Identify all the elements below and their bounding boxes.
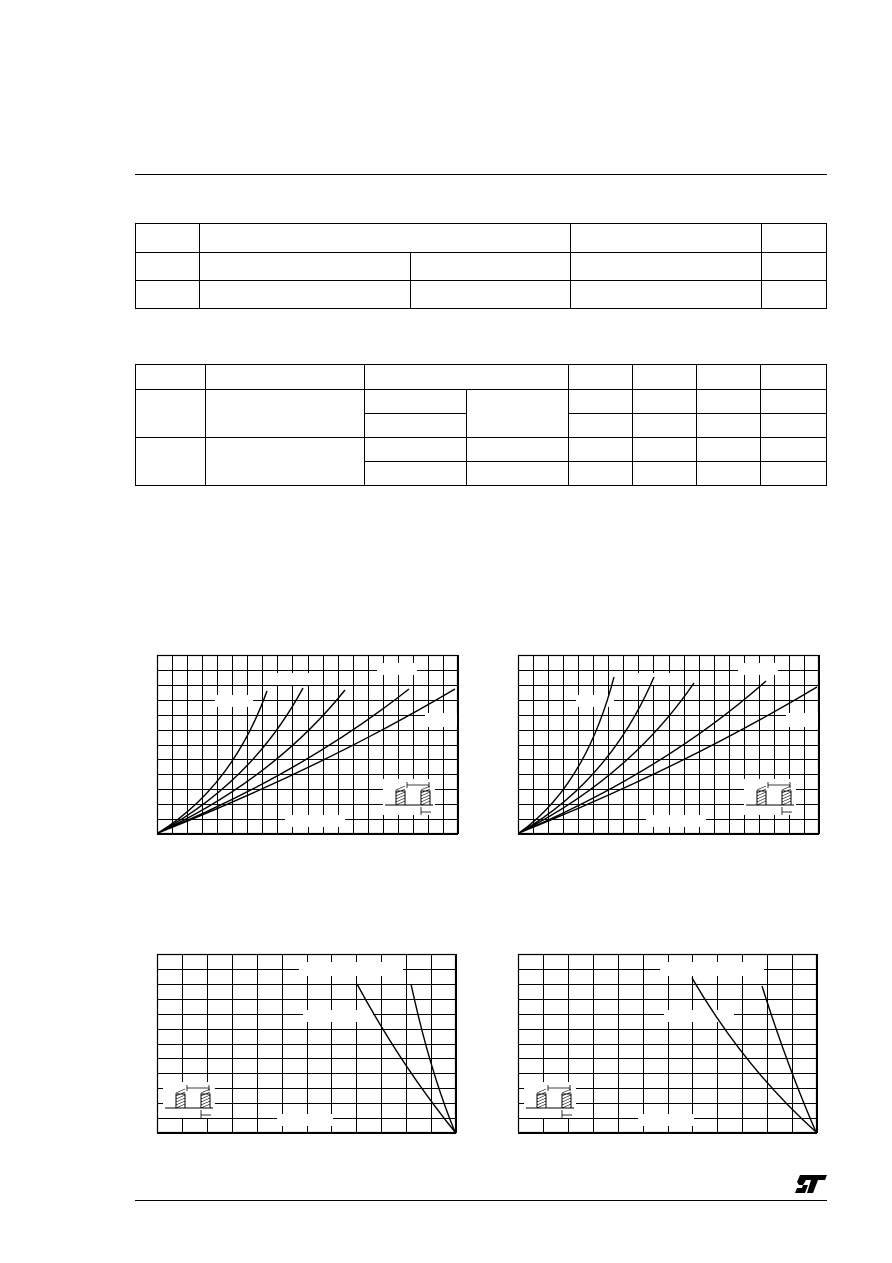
label-box	[664, 1010, 734, 1022]
figure-2-plot	[518, 655, 819, 834]
label-box	[299, 962, 403, 976]
table-cell	[136, 365, 206, 390]
table-cell	[569, 438, 633, 462]
table-cell	[569, 462, 633, 486]
label-box	[738, 663, 778, 675]
series-line	[519, 681, 766, 833]
label-box	[660, 962, 764, 976]
series-line	[692, 978, 816, 1132]
table-cell	[136, 390, 206, 438]
table-cell	[467, 390, 569, 438]
table-cell	[206, 365, 365, 390]
table-row	[136, 253, 827, 281]
series-line	[158, 688, 303, 833]
header-rule	[135, 174, 827, 175]
table-cell	[467, 462, 569, 486]
label-box	[215, 695, 253, 707]
label-box	[638, 673, 674, 685]
table-cell	[136, 224, 200, 253]
table-cell	[467, 438, 569, 462]
series-line	[158, 689, 409, 833]
table-cell	[633, 438, 697, 462]
figure-3	[157, 954, 456, 1133]
table-cell	[365, 390, 467, 414]
table-cell	[206, 438, 365, 486]
table-cell	[200, 281, 411, 309]
label-box	[646, 815, 706, 827]
table-cell	[697, 365, 761, 390]
table-cell	[697, 390, 761, 414]
table-cell	[200, 224, 571, 253]
table-cell	[761, 462, 827, 486]
table-cell	[365, 414, 467, 438]
table-cell	[633, 390, 697, 414]
table-cell	[136, 253, 200, 281]
table-cell	[136, 281, 200, 309]
table-row	[136, 438, 827, 462]
table-row	[136, 224, 827, 253]
label-box	[377, 663, 417, 675]
figure-4-plot	[518, 954, 817, 1133]
table-1	[135, 223, 827, 309]
table-cell	[571, 281, 762, 309]
table-2	[135, 364, 827, 486]
table-cell	[571, 253, 762, 281]
figure-4	[518, 954, 817, 1133]
pulse-inset	[383, 779, 435, 815]
table-cell	[762, 253, 827, 281]
table-cell	[411, 281, 571, 309]
table-cell	[200, 253, 411, 281]
label-box	[638, 1114, 694, 1126]
table-cell	[569, 390, 633, 414]
table-cell	[761, 390, 827, 414]
table-cell	[633, 462, 697, 486]
figure-1	[157, 655, 458, 834]
table-cell	[762, 224, 827, 253]
table-cell	[697, 438, 761, 462]
table-row	[136, 390, 827, 414]
table-cell	[697, 414, 761, 438]
table-cell	[365, 462, 467, 486]
table-cell	[633, 365, 697, 390]
figure-2	[518, 655, 819, 834]
pulse-inset	[744, 779, 796, 815]
table-cell	[762, 281, 827, 309]
label-box	[303, 1010, 373, 1022]
st-logo	[794, 1173, 828, 1195]
table-cell	[411, 253, 571, 281]
table-cell	[761, 414, 827, 438]
label-box	[285, 815, 345, 827]
label-box	[425, 713, 457, 727]
table-cell	[569, 414, 633, 438]
pulse-inset	[163, 1082, 215, 1118]
figure-1-plot	[157, 655, 458, 834]
table-cell	[136, 438, 206, 486]
table-cell	[761, 365, 827, 390]
table-cell	[365, 365, 569, 390]
table-row	[136, 281, 827, 309]
table-cell	[761, 438, 827, 462]
figure-3-plot	[157, 954, 456, 1133]
table-cell	[365, 438, 467, 462]
table-row	[136, 365, 827, 390]
table-cell	[633, 414, 697, 438]
pulse-inset	[524, 1082, 576, 1118]
label-box	[277, 1114, 333, 1126]
table-cell	[571, 224, 762, 253]
table-cell	[569, 365, 633, 390]
footer-rule	[135, 1200, 827, 1201]
label-box	[786, 713, 818, 727]
table-cell	[206, 390, 365, 438]
table-cell	[697, 462, 761, 486]
label-box	[277, 673, 313, 685]
